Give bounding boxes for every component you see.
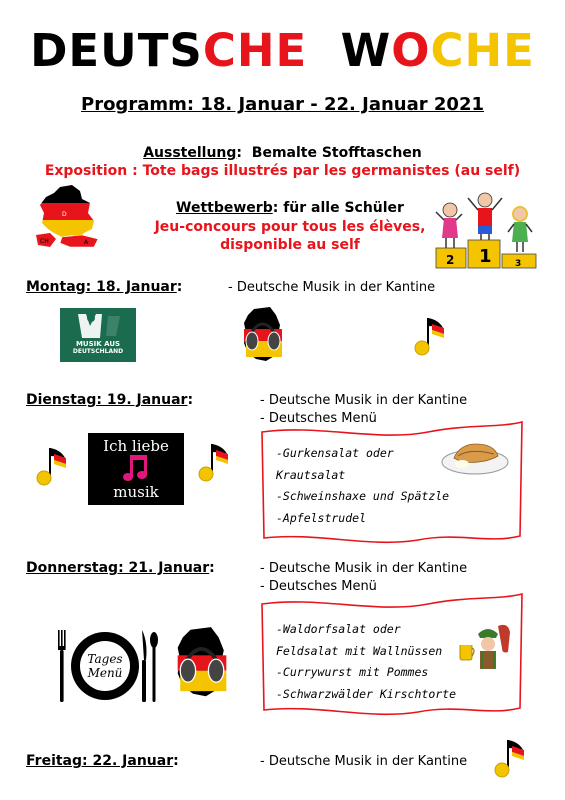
title-part-o: O	[391, 24, 431, 77]
music-note-icon	[490, 734, 532, 779]
dienstag-menu-line-2: Krautsalat	[276, 468, 346, 482]
title-part-che-gold: CHE	[430, 24, 535, 77]
exhibition-heading	[0, 145, 565, 161]
dienstag-item-menu: - Deutsches Menü	[260, 411, 377, 426]
title-part-deuts: DEUTS	[30, 24, 203, 77]
program-dates: Programm: 18. Januar - 22. Januar 2021	[81, 94, 484, 115]
day-colon-freitag: :	[173, 753, 179, 769]
donnerstag-menu-line-4: -Schwarzwälder Kirschtorte	[276, 687, 457, 701]
podium-first: 1	[479, 246, 492, 267]
donnerstag-menu-line-1: -Waldorfsalat oder	[276, 622, 401, 636]
donnerstag-menu-line-2: Feldsalat mit Wallnüssen	[276, 644, 443, 658]
donnerstag-menu-line-3: -Currywurst mit Pommes	[276, 665, 429, 679]
music-note-icon	[194, 438, 236, 483]
exhibition-colon: :	[236, 145, 243, 161]
podium-second: 2	[446, 253, 455, 267]
music-note-icon	[32, 442, 74, 487]
title-part-che: CHE	[202, 24, 308, 77]
exhibition-french: Exposition : Tote bags illustrés par les germanistes (au self)	[44, 163, 521, 179]
germany-map-icon	[32, 183, 107, 253]
day-heading-montag	[26, 279, 182, 295]
map-label-a: A	[84, 239, 89, 246]
music-note-pink-icon	[120, 455, 152, 483]
montag-item-music: - Deutsche Musik in der Kantine	[228, 280, 436, 295]
map-label-d: D	[62, 211, 67, 218]
page-title	[0, 24, 565, 77]
dienstag-menu-line-4: -Apfelstrudel	[276, 511, 367, 525]
plate-text-line2: Menü	[87, 666, 123, 680]
dienstag-menu-line-3: -Schweinshaxe und Spätzle	[276, 489, 450, 503]
day-colon-donnerstag: :	[209, 560, 215, 576]
headphones-germany-icon	[238, 305, 288, 365]
competition-text: : für alle Schüler	[272, 200, 404, 216]
plate-text-line1: Tages	[87, 652, 123, 666]
donnerstag-item-menu: - Deutsches Menü	[260, 579, 377, 594]
apfelstrudel-plate-icon	[440, 432, 510, 476]
musik-logo-line1: MUSIK AUS	[75, 340, 121, 348]
sign-line1: Ich liebe	[103, 437, 169, 455]
bavarian-figure-icon	[458, 622, 516, 674]
competition-french	[120, 218, 460, 254]
map-label-ch: CH	[40, 238, 49, 245]
competition-french-line1: Jeu-concours pour tous les élèves,	[154, 219, 426, 235]
musik-aus-deutschland-logo	[60, 308, 136, 362]
freitag-item-music: - Deutsche Musik in der Kantine	[260, 754, 468, 769]
day-heading-donnerstag	[26, 560, 215, 576]
day-label-montag: Montag: 18. Januar	[26, 279, 177, 295]
competition-french-line2: disponible au self	[220, 237, 360, 253]
day-colon-dienstag: :	[187, 392, 194, 408]
dienstag-menu-line-1: -Gurkensalat oder	[276, 446, 394, 460]
exhibition-text: Bemalte Stofftaschen	[251, 145, 422, 161]
headphones-germany-icon	[170, 622, 234, 704]
sign-line2: musik	[113, 483, 159, 501]
day-heading-dienstag	[26, 392, 193, 408]
day-label-freitag: Freitag: 22. Januar	[26, 753, 174, 769]
exhibition-label: Ausstellung	[143, 145, 237, 161]
music-note-icon	[410, 312, 452, 357]
competition-heading	[120, 200, 460, 216]
day-heading-freitag	[26, 753, 179, 769]
day-colon-montag: :	[176, 279, 183, 295]
musik-logo-line2: DEUTSCHLAND	[72, 348, 124, 355]
day-label-dienstag: Dienstag: 19. Januar	[26, 392, 188, 408]
title-part-w: W	[340, 24, 392, 77]
day-label-donnerstag: Donnerstag: 21. Januar	[26, 560, 210, 576]
ich-liebe-musik-sign	[88, 433, 184, 505]
podium-kids-icon	[430, 188, 540, 270]
dienstag-item-music: - Deutsche Musik in der Kantine	[260, 393, 468, 408]
donnerstag-item-music: - Deutsche Musik in der Kantine	[260, 561, 468, 576]
podium-third: 3	[515, 259, 522, 269]
competition-label: Wettbewerb	[176, 200, 273, 216]
